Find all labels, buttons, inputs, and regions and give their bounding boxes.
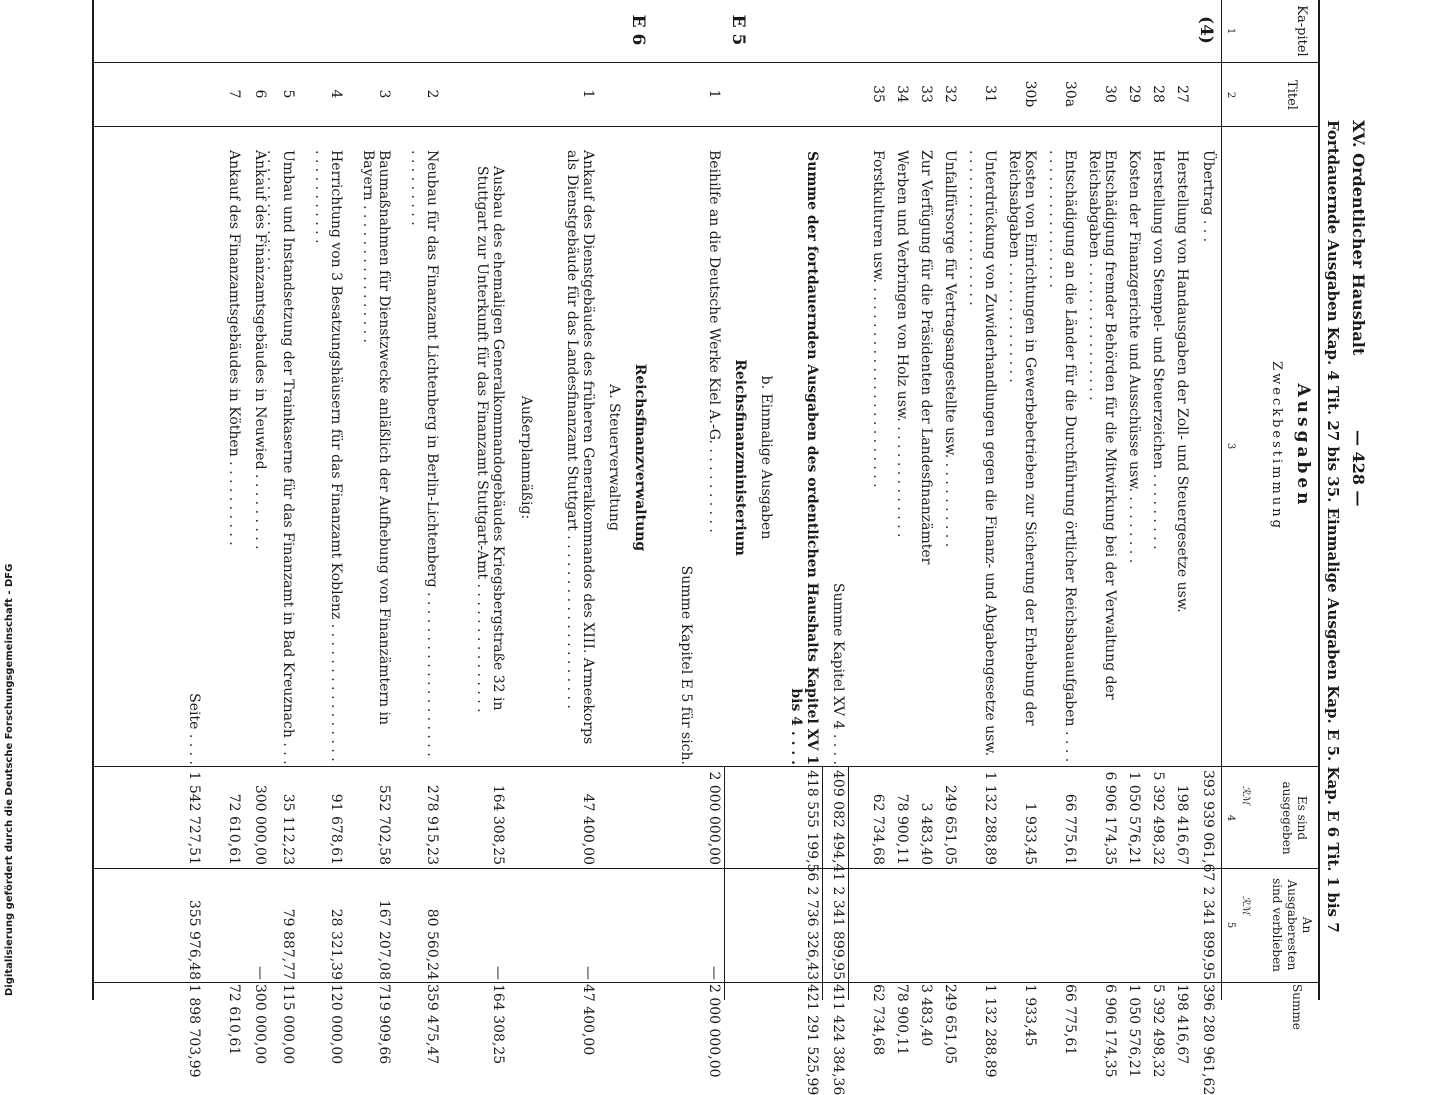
row-value-c1: 72 610,61 <box>226 793 242 865</box>
row-titel: 35 <box>870 85 886 103</box>
sum-rule <box>822 766 823 1000</box>
row-value-c3: 66 775,61 <box>1062 984 1078 1056</box>
row-value-c3: 1 050 576,21 <box>1126 984 1142 1078</box>
page-header <box>1346 0 1368 1000</box>
row-titel: 32 <box>942 85 958 103</box>
row-titel: 1 <box>580 89 596 99</box>
table-row <box>960 0 998 1078</box>
table-row <box>540 0 596 1056</box>
unit-c1: ℛℳ <box>1240 786 1251 805</box>
row-description: Ausbau des ehemaligen Generalkommandogebäudes Kriegsbergstraße 32 in Stuttgart zur Unterkunft für das Finanzamt Stuttgart-Amt . . . . . . . . . . . . . . . <box>474 166 506 713</box>
row-value-c3: 164 308,25 <box>490 984 506 1065</box>
col-num-1: 1 <box>1225 27 1236 35</box>
row-value-c3: 411 424 384,36 <box>830 984 846 1095</box>
table-row <box>248 0 268 1065</box>
row-value-c1: 2 000 000,00 <box>706 771 722 865</box>
row-value-c3: 359 475,47 <box>424 984 440 1065</box>
row-value-c3: 719 909,66 <box>376 984 392 1065</box>
table-bottom-rule <box>92 0 94 1000</box>
row-value-c1: 35 112,23 <box>280 793 296 865</box>
table-row <box>628 0 648 1000</box>
table-row <box>1122 0 1142 1078</box>
page-number: — 428 — <box>1349 430 1368 507</box>
row-description: Summe der fortdauernden Ausgaben des ordentlichen Haushalts Kapitel XV 1 bis 4 . . . . <box>788 151 820 765</box>
row-description: Werben und Verbringen von Holz usw. . . . . . . . . . . . . . <box>894 150 910 538</box>
sum-rule <box>724 766 725 1000</box>
row-value-c1: 1 933,45 <box>1022 802 1038 865</box>
row-value-c1: 393 939 061,67 <box>1200 770 1216 882</box>
row-description: Neubau für das Finanzamt Lichtenberg in Berlin-Lichtenberg . . . . . . . . . . . . . . . . . . . . . . . . . . . . <box>408 150 440 757</box>
row-value-c2: 79 887,77 <box>280 908 296 980</box>
row-value-c3: 78 900,11 <box>894 984 910 1056</box>
row-value-c3: 1 898 703,99 <box>186 984 202 1078</box>
row-titel: 30b <box>1022 80 1038 108</box>
row-titel: 31 <box>982 85 998 103</box>
table-row <box>222 0 242 1056</box>
row-value-c3: 47 400,00 <box>580 984 596 1056</box>
row-titel: 2 <box>424 89 440 99</box>
col-head-summe: Summe <box>1290 984 1304 1030</box>
row-value-c3: 198 416,67 <box>1174 984 1190 1065</box>
col-num-3: 3 <box>1225 442 1236 450</box>
table-row <box>674 0 694 1000</box>
row-description: Kosten von Einrichtungen in Gewerbebetrieben zur Sicherung der Erhebung der Reichsabgaben . . . . . . . . . . . . . . <box>1006 150 1038 726</box>
row-value-c1: 47 400,00 <box>580 793 596 865</box>
row-description: Übertrag . . . <box>1200 150 1216 243</box>
table-row <box>1000 0 1038 1047</box>
row-description: Herrichtung von 3 Besatzungshäusern für das Finanzamt Koblenz . . . . . . . . . . . . . . . . . . . . . . . . . . . <box>312 150 344 762</box>
row-description: A. Steuerverwaltung <box>606 384 622 531</box>
row-description: Reichsfinanzministerium <box>732 359 748 556</box>
row-description: Herstellung von Stempel- und Steuerzeichen . . . . . . . . . <box>1150 150 1166 550</box>
row-titel: 29 <box>1126 85 1142 103</box>
table-row <box>400 0 440 1065</box>
col-num-2: 2 <box>1225 91 1236 99</box>
row-value-c1: 300 000,00 <box>252 784 268 865</box>
row-value-c2: — <box>490 966 506 980</box>
row-value-c1: 409 082 494,41 <box>830 770 846 882</box>
row-description: Ankauf des Finanzamtsgebäudes in Köthen . . . . . . . . . . <box>226 150 242 546</box>
dfg-side-note-text: Digitalisierung gefördert durch die Deutsche Forschungsgemeinschaft - DFG <box>4 563 15 996</box>
row-value-c3: 421 291 525,99 <box>804 984 820 1095</box>
row-description: Summe Kapitel E 5 für sich. <box>678 565 694 765</box>
row-description: Zur Verfügung für die Präsidenten der Landesfinanzämter <box>918 150 934 565</box>
row-titel: 7 <box>226 89 242 99</box>
row-value-c1: 278 915,23 <box>424 784 440 865</box>
col-head-ausgaben: Ausgaben <box>1293 383 1313 509</box>
table-row <box>702 0 722 1078</box>
col-head-kapitel: Ka-pitel <box>1294 5 1309 57</box>
table-row <box>514 0 534 1000</box>
row-titel: 1 <box>706 89 722 99</box>
unit-c2: ℛℳ <box>1240 896 1251 915</box>
row-description: Entschädigung an die Länder für die Durchführung örtlicher Reichsbauaufgaben . . . . . . . . . . . . . . . . . . . . <box>1046 150 1078 763</box>
header-subtitle: Fortdauernde Ausgaben Kap. 4 Tit. 27 bis 35. Einmalige Ausgaben Kap. E 5. Kap. E 6 Tit. 1 bis 7 <box>1324 120 1342 933</box>
row-value-c3: 5 392 498,32 <box>1150 984 1166 1078</box>
row-value-c1: 1 542 727,51 <box>186 771 202 865</box>
col-head-zweck: Zweckbestimmung <box>1269 361 1284 531</box>
row-titel: 28 <box>1150 85 1166 103</box>
table-row <box>1196 0 1216 1095</box>
row-value-c1: 552 702,58 <box>376 784 392 865</box>
row-description: Entschädigung fremder Behörden für die Mitwirkung bei der Verwaltung der Reichsabgaben . . . . . . . . . . . . . . . . <box>1086 150 1118 700</box>
row-value-c1: 62 734,68 <box>870 793 886 865</box>
row-value-c1: 1 050 576,21 <box>1126 771 1142 865</box>
header-bottom-rule <box>1221 0 1222 1000</box>
row-value-c3: 6 906 174,35 <box>1102 984 1118 1078</box>
table-row <box>304 0 344 1065</box>
table-row <box>1080 0 1118 1078</box>
row-value-c2: 355 976,48 <box>186 899 202 980</box>
row-value-c2: — <box>252 966 268 980</box>
table-row <box>914 0 934 1047</box>
row-titel: 6 <box>252 89 268 99</box>
table-row <box>754 0 774 1000</box>
table-row <box>728 0 748 1000</box>
table-row <box>938 0 958 1065</box>
row-kapitel: E 5 <box>728 14 748 46</box>
row-description: Umbau und Instandsetzung der Trainkaserne für das Finanzamt in Bad Kreuznach . . . . . . . . . . . . . . . . . <box>264 150 296 765</box>
row-value-c1: 78 900,11 <box>894 793 910 865</box>
table-row <box>778 0 820 1095</box>
row-value-c2: — <box>580 966 596 980</box>
sum-rule <box>848 766 849 1000</box>
row-description: Beihilfe an die Deutsche Werke Kiel A.-G. . . . . . . . . . . <box>706 150 722 533</box>
col-num-5: 5 <box>1225 921 1236 929</box>
row-titel: 3 <box>376 89 392 99</box>
row-description: Unterdrückung von Zuwiderhandlungen gegen die Finanz- und Abgabengesetze usw. . . . . . . . . . . . . . . . . . . <box>966 150 998 757</box>
row-value-c1: 3 483,40 <box>918 802 934 865</box>
row-value-c1: 5 392 498,32 <box>1150 771 1166 865</box>
row-value-c1: 418 555 199,56 <box>804 770 820 882</box>
table-row <box>824 0 846 1095</box>
dfg-side-note <box>4 563 18 996</box>
header-left: XV. Ordentlicher Haushalt <box>1349 120 1368 356</box>
table-row <box>1170 0 1190 1065</box>
table-row <box>1146 0 1166 1078</box>
row-value-c3: 115 000,00 <box>280 984 296 1065</box>
row-value-c1: 91 678,61 <box>328 793 344 865</box>
table-row <box>182 0 202 1078</box>
row-titel: 27 <box>1174 85 1190 103</box>
row-value-c3: 1 132 288,89 <box>982 984 998 1078</box>
row-titel: 4 <box>328 89 344 99</box>
row-value-c3: 249 651,05 <box>942 984 958 1065</box>
row-value-c3: 2 000 000,00 <box>706 984 722 1078</box>
row-value-c2: — <box>706 966 722 980</box>
table-top-rule <box>1318 0 1320 1000</box>
row-description: Seite . . . . <box>186 693 202 765</box>
row-description: Unfallfürsorge für Vertragsangestellte usw. . . . . . . . . . . <box>942 150 958 548</box>
row-description: b. Einmalige Ausgaben <box>758 375 774 540</box>
row-value-c3: 62 734,68 <box>870 984 886 1056</box>
row-titel: 34 <box>894 85 910 103</box>
row-value-c2: 167 207,08 <box>376 899 392 980</box>
row-description: Baumaßnahmen für Dienstzwecke anläßlich der Aufhebung von Finanzämtern in Bayern . . . . . . . . . . . . . . . . <box>360 150 392 726</box>
table-row <box>450 0 506 1065</box>
col-head-ausgegeben: Es sind ausgegeben <box>1280 781 1309 855</box>
col-num-4: 4 <box>1225 814 1236 822</box>
row-value-c2: 80 560,24 <box>424 908 440 980</box>
row-value-c1: 1 132 288,89 <box>982 771 998 865</box>
row-kapitel: E 6 <box>628 14 648 46</box>
row-value-c2: 2 736 326,43 <box>804 886 820 980</box>
row-value-c3: 3 483,40 <box>918 984 934 1047</box>
row-titel: 33 <box>918 85 934 103</box>
row-description: Herstellung von Handausgaben der Zoll- und Steuergesetze usw. <box>1174 150 1190 613</box>
col-head-verblieben: An Ausgaberesten sind verblieben <box>1270 878 1314 972</box>
row-value-c1: 249 651,05 <box>942 784 958 865</box>
table-row <box>890 0 910 1056</box>
table-row <box>1040 0 1078 1056</box>
table-row <box>602 0 622 1000</box>
row-value-c2: 2 341 899,95 <box>1200 886 1216 980</box>
table-row <box>352 0 392 1065</box>
row-titel: 30 <box>1102 85 1118 103</box>
row-value-c3: 396 280 961,62 <box>1200 984 1216 1095</box>
row-value-c3: 300 000,00 <box>252 984 268 1065</box>
row-kapitel: (4) <box>1196 16 1216 44</box>
row-value-c1: 198 416,67 <box>1174 784 1190 865</box>
row-value-c3: 1 933,45 <box>1022 984 1038 1047</box>
row-value-c3: 120 000,00 <box>328 984 344 1065</box>
col-head-titel: Titel <box>1284 80 1299 110</box>
row-value-c1: 164 308,25 <box>490 784 506 865</box>
table-row <box>866 0 886 1056</box>
row-description: Kosten der Finanzgerichte und Ausschüsse usw. . . . . . . . . <box>1126 150 1142 564</box>
row-description: Ankauf des Dienstgebäudes des früheren Generalkommandos des XIII. Armeekorps als Dienstgebäude für das Landesfinanzamt Stuttgart . . . . . . . . . . . . . . . . . . . . <box>564 150 596 745</box>
row-description: Außerplanmäßig: <box>518 395 534 520</box>
row-description: Forstkulturen usw. . . . . . . . . . . . . . . . . . . . . . . . <box>870 150 886 488</box>
row-value-c1: 66 775,61 <box>1062 793 1078 865</box>
row-value-c2: 28 321,39 <box>328 908 344 980</box>
row-description: Reichsfinanzverwaltung <box>632 363 648 552</box>
row-value-c3: 72 610,61 <box>226 984 242 1056</box>
row-description: Summe Kapitel XV 4 . . . . <box>830 582 846 765</box>
row-value-c1: 6 906 174,35 <box>1102 771 1118 865</box>
row-titel: 30a <box>1062 80 1078 108</box>
row-value-c2: 2 341 899,95 <box>830 886 846 980</box>
row-description: Ankauf des Finanzamtsgebäudes in Neuwied . . . . . . . . . <box>252 150 268 550</box>
row-titel: 5 <box>280 89 296 99</box>
